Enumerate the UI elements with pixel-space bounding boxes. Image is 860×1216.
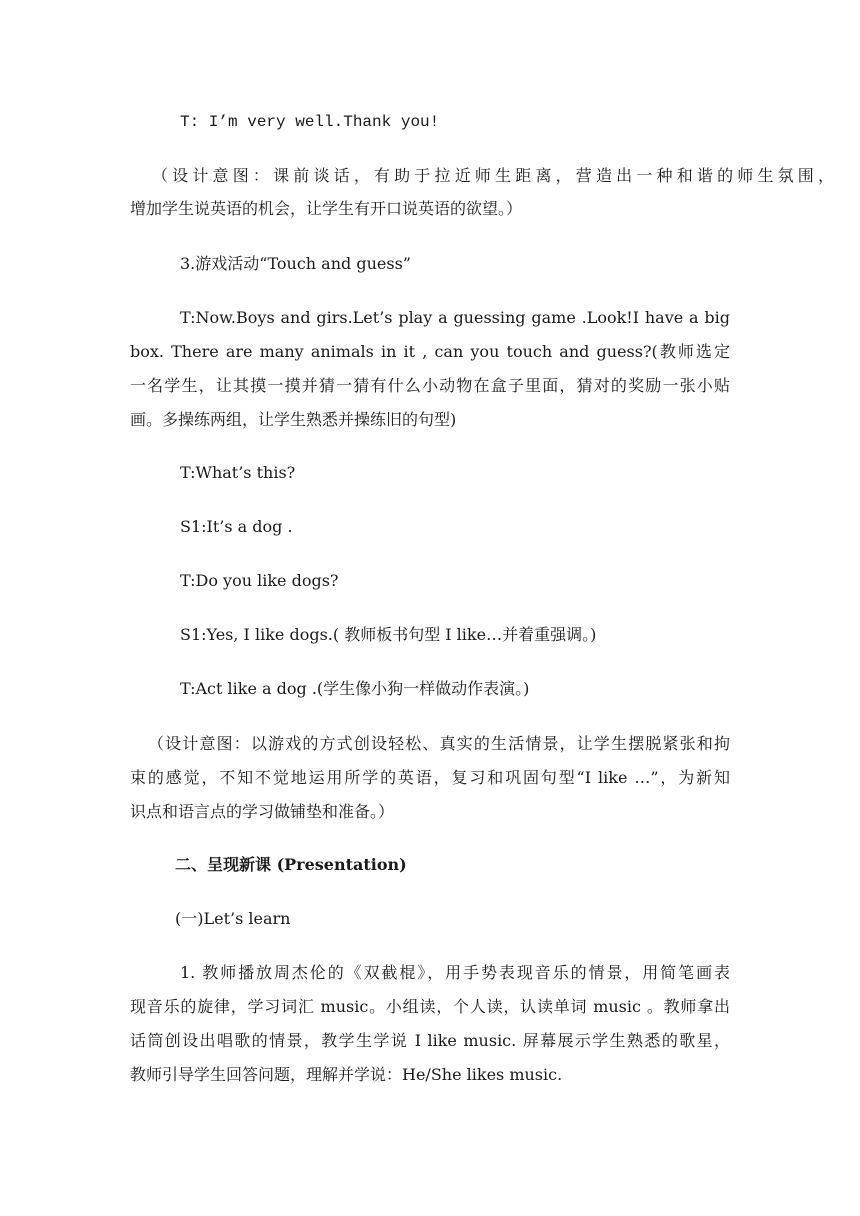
section-heading: 二、呈现新课 (Presentation) (175, 855, 407, 874)
learn-paragraph-line: 教师引导学生回答问题，理解并学说：He/She likes music. (130, 1065, 563, 1084)
learn-paragraph-line: 现音乐的旋律，学习词汇 music。小组读，个人读，认读单词 music 。教师拿出 (130, 997, 730, 1016)
design-note-line: （设计意图：课前谈话，有助于拉近师生距离，营造出一种和谐的师生氛围， (152, 166, 834, 185)
dialog-line: S1:Yes, I like dogs.( 教师板书句型 I like…并着重强调。) (180, 625, 597, 644)
game-intro-line: T:Now.Boys and girs.Let’s play a guessing game .Look!I have a big (180, 308, 730, 327)
game-heading: 3.游戏活动“Touch and guess” (180, 254, 411, 273)
design-note-line: （设计意图：以游戏的方式创设轻松、真实的生活情景，让学生摆脱紧张和拘 (148, 734, 730, 753)
dialog-line: T: I’m very well.Thank you! (180, 113, 440, 131)
design-note-line: 识点和语言点的学习做铺垫和准备。） (130, 802, 395, 821)
dialog-line: T:Act like a dog .(学生像小狗一样做动作表演。) (180, 679, 530, 698)
game-intro-line: 一名学生，让其摸一摸并猜一猜有什么小动物在盒子里面，猜对的奖励一张小贴 (130, 376, 730, 395)
learn-paragraph-line: 话筒创设出唱歌的情景，教学生学说 I like music. 屏幕展示学生熟悉的歌星， (130, 1031, 730, 1050)
design-note-line: 束的感觉，不知不觉地运用所学的英语，复习和巩固句型“I like …”，为新知 (130, 768, 730, 787)
learn-paragraph-line: 1. 教师播放周杰伦的《双截棍》，用手势表现音乐的情景，用简笔画表 (180, 963, 730, 982)
subsection-heading: (一)Let’s learn (175, 909, 291, 928)
design-note-line: 增加学生说英语的机会，让学生有开口说英语的欲望。） (130, 199, 523, 218)
game-intro-line: 画。多操练两组，让学生熟悉并操练旧的句型) (130, 410, 457, 429)
dialog-line: T:What’s this? (180, 463, 296, 482)
dialog-line: S1:It’s a dog . (180, 517, 293, 536)
game-intro-line: box. There are many animals in it , can you touch and guess?(教师选定 (130, 342, 730, 361)
dialog-line: T:Do you like dogs? (180, 571, 339, 590)
